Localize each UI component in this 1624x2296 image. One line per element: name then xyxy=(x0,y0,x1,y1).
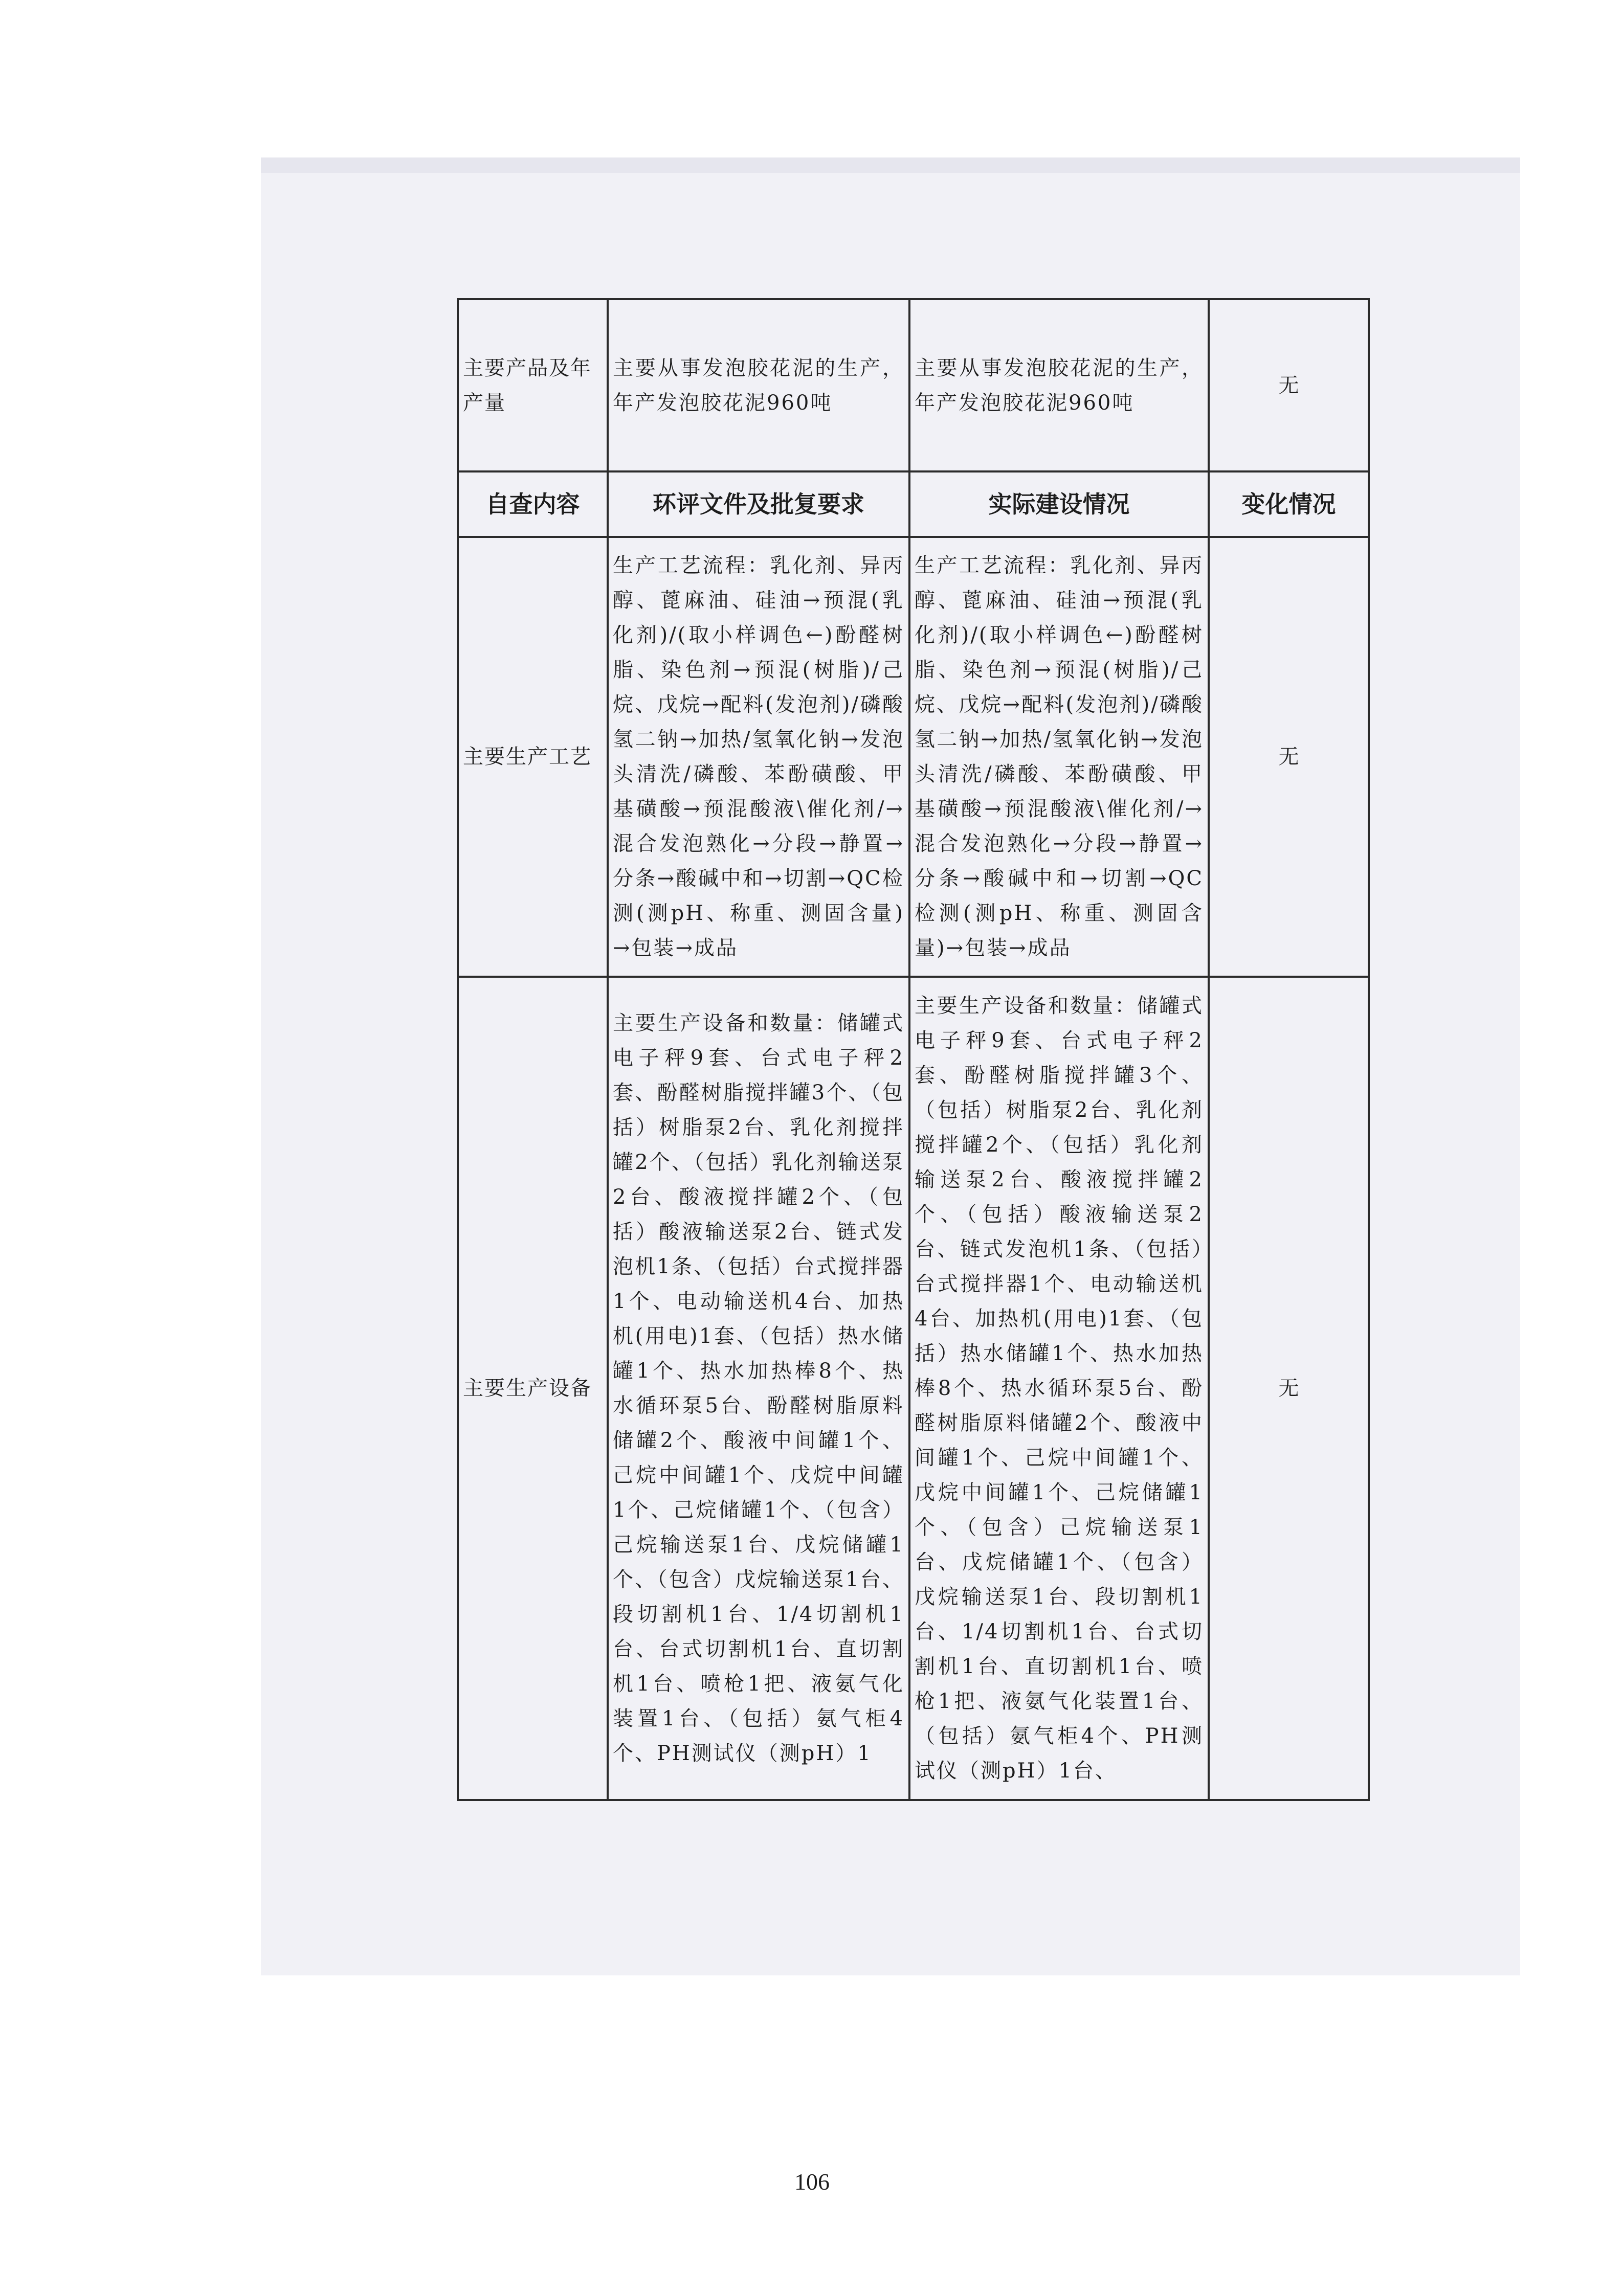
header-eia-requirements: 环评文件及批复要求 xyxy=(608,471,909,537)
table-row-products xyxy=(458,299,1369,471)
actual-status-products: 主要从事发泡胶花泥的生产，年产发泡胶花泥960吨 xyxy=(909,299,1209,471)
scan-edge-shadow xyxy=(261,157,1520,173)
eia-requirement-process: 生产工艺流程：乳化剂、异丙醇、蓖麻油、硅油→预混(乳化剂)/(取小样调色←)酚醛树脂、染色剂→预混(树脂)/己烷、戊烷→配料(发泡剂)/磷酸氢二钠→加热/氢氧化钠→发泡头清洗/磷酸、苯酚磺酸、甲基磺酸→预混酸液\催化剂/→混合发泡熟化→分段→静置→分条→酸碱中和→切割→QC检测(测pH、称重、测固含量)→包装→成品 xyxy=(608,537,909,977)
page-number: 106 xyxy=(794,2169,830,2195)
table-row-process xyxy=(458,537,1369,977)
change-status-products: 无 xyxy=(1209,299,1369,471)
eia-requirement-products: 主要从事发泡胶花泥的生产，年产发泡胶花泥960吨 xyxy=(608,299,909,471)
actual-status-equipment: 主要生产设备和数量：储罐式电子秤9套、台式电子秤2套、酚醛树脂搅拌罐3个、（包括）树脂泵2台、乳化剂搅拌罐2个、（包括）乳化剂输送泵2台、酸液搅拌罐2个、（包括）酸液输送泵2台、链式发泡机1条、（包括）台式搅拌器1个、电动输送机4台、加热机(用电)1套、（包括）热水储罐1个、热水加热棒8个、热水循环泵5台、酚醛树脂原料储罐2个、酸液中间罐1个、己烷中间罐1个、戊烷中间罐1个、己烷储罐1个、（包含）己烷输送泵1台、戊烷储罐1个、（包含）戊烷输送泵1台、段切割机1台、1/4切割机1台、台式切割机1台、直切割机1台、喷枪1把、液氨气化装置1台、（包括）氨气柜4个、PH测试仪（测pH）1台、 xyxy=(909,977,1209,1800)
row-label-equipment: 主要生产设备 xyxy=(458,977,608,1800)
row-label-products: 主要产品及年产量 xyxy=(458,299,608,471)
eia-requirement-equipment: 主要生产设备和数量：储罐式电子秤9套、台式电子秤2套、酚醛树脂搅拌罐3个、（包括）树脂泵2台、乳化剂搅拌罐2个、（包括）乳化剂输送泵2台、酸液搅拌罐2个、（包括）酸液输送泵2台、链式发泡机1条、（包括）台式搅拌器1个、电动输送机4台、加热机(用电)1套、（包括）热水储罐1个、热水加热棒8个、热水循环泵5台、酚醛树脂原料储罐2个、酸液中间罐1个、己烷中间罐1个、戊烷中间罐1个、己烷储罐1个、（包含）己烷输送泵1台、戊烷储罐1个、（包含）戊烷输送泵1台、段切割机1台、1/4切割机1台、台式切割机1台、直切割机1台、喷枪1把、液氨气化装置1台、（包括）氨气柜4个、PH测试仪（测pH）1 xyxy=(608,977,909,1800)
table-header-row xyxy=(458,471,1369,537)
header-self-check-content: 自查内容 xyxy=(458,471,608,537)
self-inspection-table xyxy=(457,298,1370,1801)
header-actual-construction: 实际建设情况 xyxy=(909,471,1209,537)
actual-status-process: 生产工艺流程：乳化剂、异丙醇、蓖麻油、硅油→预混(乳化剂)/(取小样调色←)酚醛树脂、染色剂→预混(树脂)/己烷、戊烷→配料(发泡剂)/磷酸氢二钠→加热/氢氧化钠→发泡头清洗/磷酸、苯酚磺酸、甲基磺酸→预混酸液\催化剂/→混合发泡熟化→分段→静置→分条→酸碱中和→切割→QC检测(测pH、称重、测固含量)→包装→成品 xyxy=(909,537,1209,977)
change-status-process: 无 xyxy=(1209,537,1369,977)
header-change-status: 变化情况 xyxy=(1209,471,1369,537)
row-label-process: 主要生产工艺 xyxy=(458,537,608,977)
change-status-equipment: 无 xyxy=(1209,977,1369,1800)
table-row-equipment xyxy=(458,977,1369,1800)
